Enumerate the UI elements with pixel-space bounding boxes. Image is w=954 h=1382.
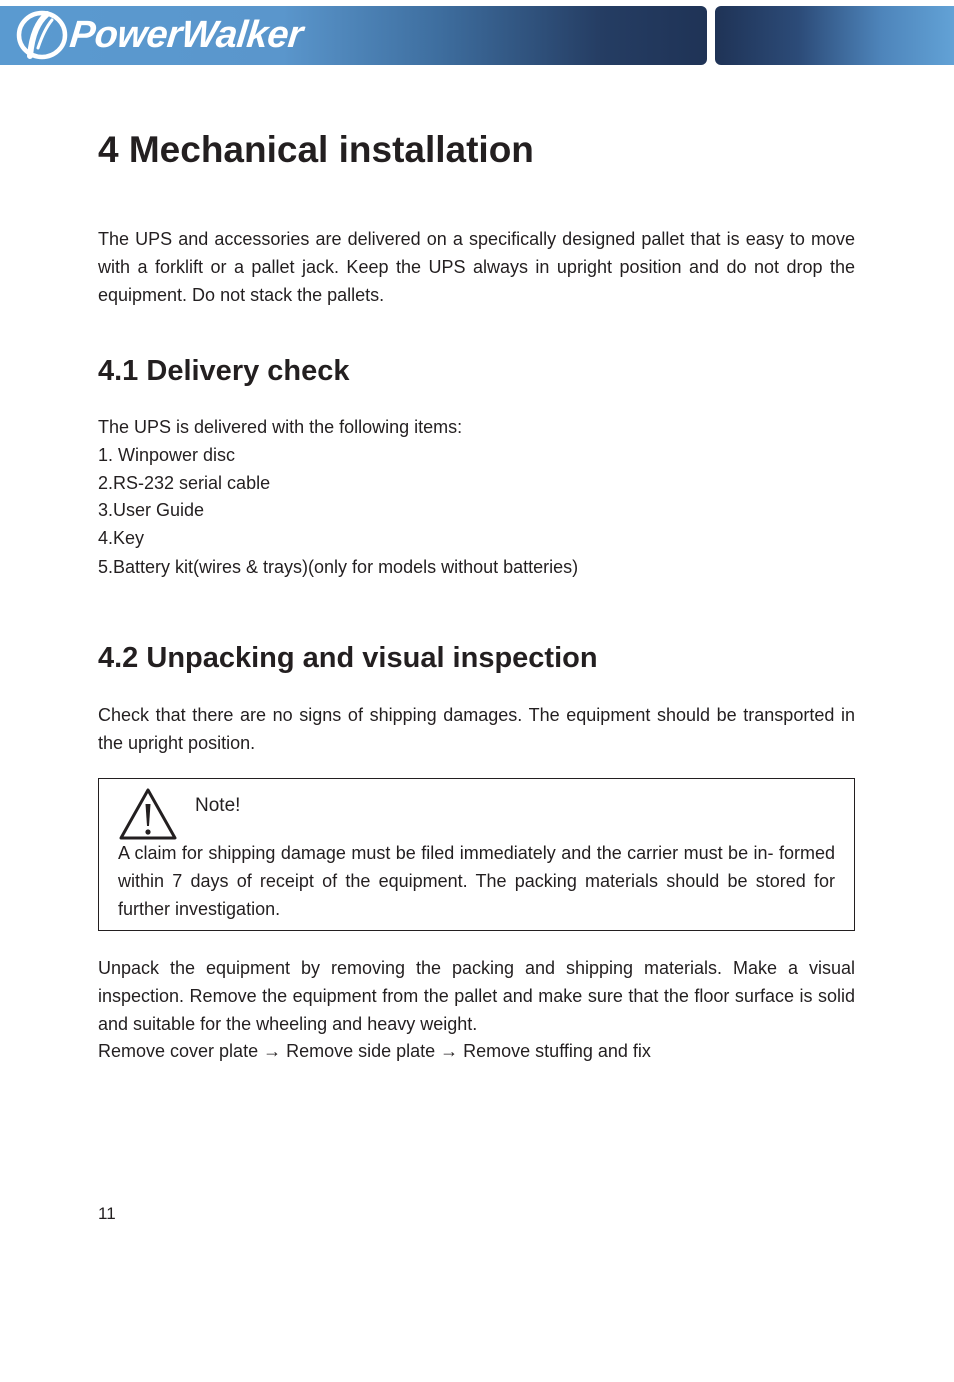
note-box bbox=[98, 778, 855, 931]
page-title: 4 Mechanical installation bbox=[98, 129, 534, 170]
page-number: 11 bbox=[98, 1204, 116, 1223]
header-banner-right bbox=[715, 6, 954, 65]
delivery-check-heading: 4.1 Delivery check bbox=[98, 355, 350, 387]
delivery-item: 3.User Guide bbox=[98, 500, 205, 520]
brand-name: PowerWalker bbox=[67, 14, 305, 56]
powerwalker-logo-icon bbox=[14, 8, 70, 62]
delivery-item: 4.Key bbox=[98, 528, 145, 548]
delivery-item: 1. Winpower disc bbox=[98, 445, 236, 465]
delivery-item: 5.Battery kit(wires & trays)(only for models without batteries) bbox=[98, 557, 579, 577]
delivery-item: 2.RS-232 serial cable bbox=[98, 473, 271, 493]
delivery-lead: The UPS is delivered with the following items: bbox=[98, 417, 463, 437]
warning-triangle-icon bbox=[118, 787, 178, 841]
unpack-steps: Remove cover plate → Remove side plate → Remove stuffing and fix bbox=[98, 1041, 651, 1061]
unpack-instructions: Unpack the equipment by removing the packing and shipping materials. Make a visual inspection. Remove the equipment from the pallet and make sure that the floor surface is solid and suitable for the wheeling and heavy weight. bbox=[98, 958, 855, 1034]
note-body: A claim for shipping damage must be filed immediately and the carrier must be in- formed within 7 days of receipt of the equipment. The packing materials should be stored for further investigation. bbox=[118, 843, 835, 919]
brand-logo bbox=[14, 8, 305, 62]
intro-paragraph: The UPS and accessories are delivered on a specifically designed pallet that is easy to move with a forklift or a pallet jack. Keep the UPS always in upright position and do not drop the equipment. Do not stack the pallets. bbox=[98, 229, 855, 305]
unpacking-heading: 4.2 Unpacking and visual inspection bbox=[98, 642, 598, 674]
note-title: Note! bbox=[195, 795, 241, 816]
unpacking-paragraph: Check that there are no signs of shipping damages. The equipment should be transported in the upright position. bbox=[98, 705, 855, 753]
